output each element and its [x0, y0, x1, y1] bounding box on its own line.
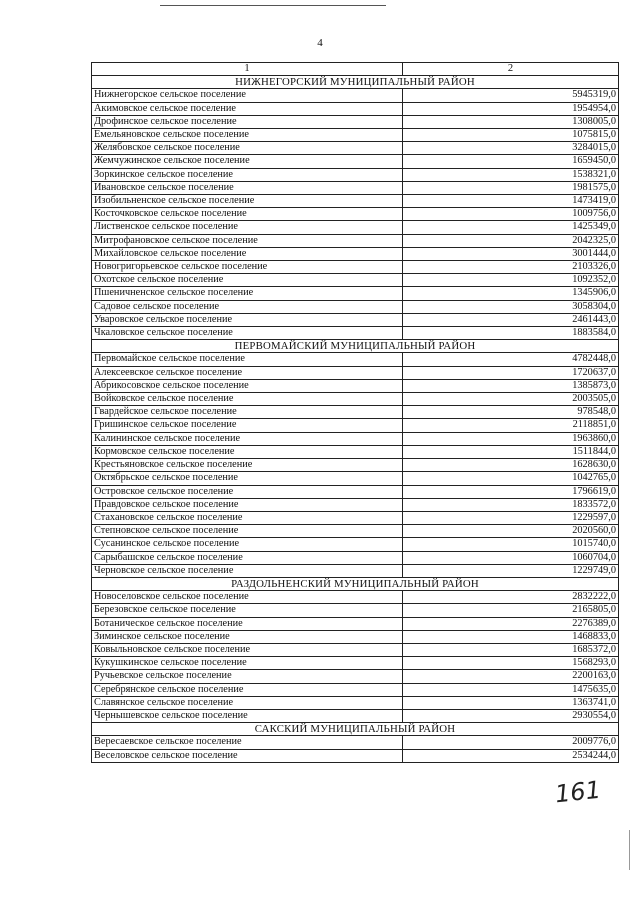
- settlement-value: 1720637,0: [403, 366, 619, 379]
- table-row: [92, 459, 619, 472]
- table-row: [92, 89, 619, 102]
- settlement-name: Митрофановское сельское поселение: [92, 234, 403, 247]
- table-row: [92, 221, 619, 234]
- settlement-value: 2003505,0: [403, 393, 619, 406]
- settlement-value: 2118851,0: [403, 419, 619, 432]
- settlement-value: 1042765,0: [403, 472, 619, 485]
- settlement-value: 1009756,0: [403, 208, 619, 221]
- table-row: [92, 564, 619, 577]
- settlement-value: 1345906,0: [403, 287, 619, 300]
- table-row: [92, 643, 619, 656]
- settlement-name: Абрикосовское сельское поселение: [92, 379, 403, 392]
- table-row: [92, 591, 619, 604]
- settlement-name: Зиминское сельское поселение: [92, 630, 403, 643]
- settlement-value: 2832222,0: [403, 591, 619, 604]
- settlement-name: Косточковское сельское поселение: [92, 208, 403, 221]
- settlement-value: 2009776,0: [403, 736, 619, 749]
- district-name: ПЕРВОМАЙСКИЙ МУНИЦИПАЛЬНЫЙ РАЙОН: [92, 340, 619, 353]
- table-row: [92, 287, 619, 300]
- table-row: [92, 234, 619, 247]
- table-row: [92, 247, 619, 260]
- settlement-name: Новогригорьевское сельское поселение: [92, 261, 403, 274]
- district-header-row: [92, 577, 619, 590]
- table-row: [92, 472, 619, 485]
- table-row: [92, 630, 619, 643]
- district-header-row: [92, 723, 619, 736]
- district-header-row: [92, 76, 619, 89]
- settlement-name: Войковское сельское поселение: [92, 393, 403, 406]
- settlement-value: 1659450,0: [403, 155, 619, 168]
- table-row: [92, 155, 619, 168]
- table-row: [92, 604, 619, 617]
- settlement-value: 3001444,0: [403, 247, 619, 260]
- settlement-value: 1075815,0: [403, 129, 619, 142]
- settlement-name: Изобильненское сельское поселение: [92, 195, 403, 208]
- settlement-value: 978548,0: [403, 406, 619, 419]
- table-row: [92, 195, 619, 208]
- settlements-table-body: [92, 63, 619, 763]
- table-row: [92, 327, 619, 340]
- settlement-name: Кукушкинское сельское поселение: [92, 657, 403, 670]
- settlement-name: Уваровское сельское поселение: [92, 313, 403, 326]
- settlement-name: Михайловское сельское поселение: [92, 247, 403, 260]
- district-name: РАЗДОЛЬНЕНСКИЙ МУНИЦИПАЛЬНЫЙ РАЙОН: [92, 577, 619, 590]
- settlements-table-wrapper: [91, 62, 616, 763]
- settlement-value: 5945319,0: [403, 89, 619, 102]
- table-row: [92, 670, 619, 683]
- table-row: [92, 525, 619, 538]
- settlement-name: Чкаловское сельское поселение: [92, 327, 403, 340]
- settlement-value: 2103326,0: [403, 261, 619, 274]
- settlement-value: 1229749,0: [403, 564, 619, 577]
- settlement-name: Акимовское сельское поселение: [92, 102, 403, 115]
- settlement-name: Ботаническое сельское поселение: [92, 617, 403, 630]
- settlement-value: 1538321,0: [403, 168, 619, 181]
- settlement-value: 3058304,0: [403, 300, 619, 313]
- settlement-value: 1308005,0: [403, 115, 619, 128]
- settlement-name: Кормовское сельское поселение: [92, 445, 403, 458]
- table-row: [92, 617, 619, 630]
- table-row: [92, 551, 619, 564]
- table-row: [92, 736, 619, 749]
- column-header-2: 2: [403, 63, 619, 76]
- table-row: [92, 366, 619, 379]
- table-row: [92, 419, 619, 432]
- table-row: [92, 181, 619, 194]
- settlement-value: 1473419,0: [403, 195, 619, 208]
- settlement-name: Крестьяновское сельское поселение: [92, 459, 403, 472]
- table-row: [92, 168, 619, 181]
- table-row: [92, 406, 619, 419]
- settlement-value: 2020560,0: [403, 525, 619, 538]
- settlement-name: Первомайское сельское поселение: [92, 353, 403, 366]
- settlement-value: 1475635,0: [403, 683, 619, 696]
- table-row: [92, 511, 619, 524]
- settlement-value: 1060704,0: [403, 551, 619, 564]
- table-row: [92, 393, 619, 406]
- settlement-name: Березовское сельское поселение: [92, 604, 403, 617]
- settlement-name: Славянское сельское поселение: [92, 696, 403, 709]
- settlement-name: Ручьевское сельское поселение: [92, 670, 403, 683]
- settlement-name: Правдовское сельское поселение: [92, 498, 403, 511]
- settlement-value: 2200163,0: [403, 670, 619, 683]
- settlement-value: 1954954,0: [403, 102, 619, 115]
- table-row: [92, 498, 619, 511]
- table-row: [92, 657, 619, 670]
- settlement-value: 2276389,0: [403, 617, 619, 630]
- table-row: [92, 142, 619, 155]
- settlement-name: Пшеничненское сельское поселение: [92, 287, 403, 300]
- settlement-name: Черновское сельское поселение: [92, 564, 403, 577]
- settlement-name: Сарыбашское сельское поселение: [92, 551, 403, 564]
- settlement-value: 1363741,0: [403, 696, 619, 709]
- table-row: [92, 538, 619, 551]
- settlement-value: 2930554,0: [403, 709, 619, 722]
- handwritten-page-number: 161: [553, 775, 603, 809]
- margin-rule: [629, 830, 630, 870]
- district-name: САКСКИЙ МУНИЦИПАЛЬНЫЙ РАЙОН: [92, 723, 619, 736]
- table-row: [92, 102, 619, 115]
- settlement-name: Лиственское сельское поселение: [92, 221, 403, 234]
- table-row: [92, 749, 619, 762]
- settlement-value: 1883584,0: [403, 327, 619, 340]
- settlement-name: Охотское сельское поселение: [92, 274, 403, 287]
- settlement-name: Жемчужинское сельское поселение: [92, 155, 403, 168]
- top-rule: [160, 5, 386, 6]
- settlement-value: 1425349,0: [403, 221, 619, 234]
- settlement-name: Емельяновское сельское поселение: [92, 129, 403, 142]
- column-header-1: 1: [92, 63, 403, 76]
- settlement-value: 1568293,0: [403, 657, 619, 670]
- settlement-name: Дрофинское сельское поселение: [92, 115, 403, 128]
- table-row: [92, 379, 619, 392]
- settlement-name: Садовое сельское поселение: [92, 300, 403, 313]
- settlement-name: Степновское сельское поселение: [92, 525, 403, 538]
- settlement-value: 1685372,0: [403, 643, 619, 656]
- settlement-name: Нижнегорское сельское поселение: [92, 89, 403, 102]
- district-header-row: [92, 340, 619, 353]
- settlement-value: 4782448,0: [403, 353, 619, 366]
- settlement-name: Гвардейское сельское поселение: [92, 406, 403, 419]
- settlement-name: Чернышевское сельское поселение: [92, 709, 403, 722]
- settlement-value: 1796619,0: [403, 485, 619, 498]
- settlement-name: Серебрянское сельское поселение: [92, 683, 403, 696]
- settlement-value: 1385873,0: [403, 379, 619, 392]
- settlement-name: Сусанинское сельское поселение: [92, 538, 403, 551]
- settlement-value: 3284015,0: [403, 142, 619, 155]
- table-row: [92, 353, 619, 366]
- settlement-name: Вересаевское сельское поселение: [92, 736, 403, 749]
- table-row: [92, 208, 619, 221]
- settlement-name: Алексеевское сельское поселение: [92, 366, 403, 379]
- table-row: [92, 261, 619, 274]
- settlement-value: 1833572,0: [403, 498, 619, 511]
- table-row: [92, 129, 619, 142]
- page-number: 4: [317, 37, 323, 49]
- settlement-name: Островское сельское поселение: [92, 485, 403, 498]
- table-row: [92, 432, 619, 445]
- table-row: [92, 696, 619, 709]
- settlement-value: 1963860,0: [403, 432, 619, 445]
- table-row: [92, 115, 619, 128]
- district-name: НИЖНЕГОРСКИЙ МУНИЦИПАЛЬНЫЙ РАЙОН: [92, 76, 619, 89]
- settlement-name: Гришинское сельское поселение: [92, 419, 403, 432]
- settlement-value: 2534244,0: [403, 749, 619, 762]
- table-row: [92, 485, 619, 498]
- table-row: [92, 300, 619, 313]
- settlement-value: 1511844,0: [403, 445, 619, 458]
- settlement-name: Стахановское сельское поселение: [92, 511, 403, 524]
- settlement-name: Зоркинское сельское поселение: [92, 168, 403, 181]
- settlement-value: 2165805,0: [403, 604, 619, 617]
- settlement-value: 2461443,0: [403, 313, 619, 326]
- settlement-name: Веселовское сельское поселение: [92, 749, 403, 762]
- settlement-name: Калининское сельское поселение: [92, 432, 403, 445]
- settlement-value: 2042325,0: [403, 234, 619, 247]
- settlement-name: Новоселовское сельское поселение: [92, 591, 403, 604]
- table-row: [92, 274, 619, 287]
- settlement-value: 1229597,0: [403, 511, 619, 524]
- table-row: [92, 313, 619, 326]
- table-row: [92, 683, 619, 696]
- table-row: [92, 709, 619, 722]
- settlement-value: 1092352,0: [403, 274, 619, 287]
- settlement-name: Октябрьское сельское поселение: [92, 472, 403, 485]
- settlement-value: 1981575,0: [403, 181, 619, 194]
- settlement-name: Желябовское сельское поселение: [92, 142, 403, 155]
- settlement-name: Ковыльновское сельское поселение: [92, 643, 403, 656]
- table-row: [92, 445, 619, 458]
- settlement-value: 1468833,0: [403, 630, 619, 643]
- settlement-value: 1015740,0: [403, 538, 619, 551]
- settlement-name: Ивановское сельское поселение: [92, 181, 403, 194]
- settlements-table: [91, 62, 619, 763]
- settlement-value: 1628630,0: [403, 459, 619, 472]
- table-header-row: [92, 63, 619, 76]
